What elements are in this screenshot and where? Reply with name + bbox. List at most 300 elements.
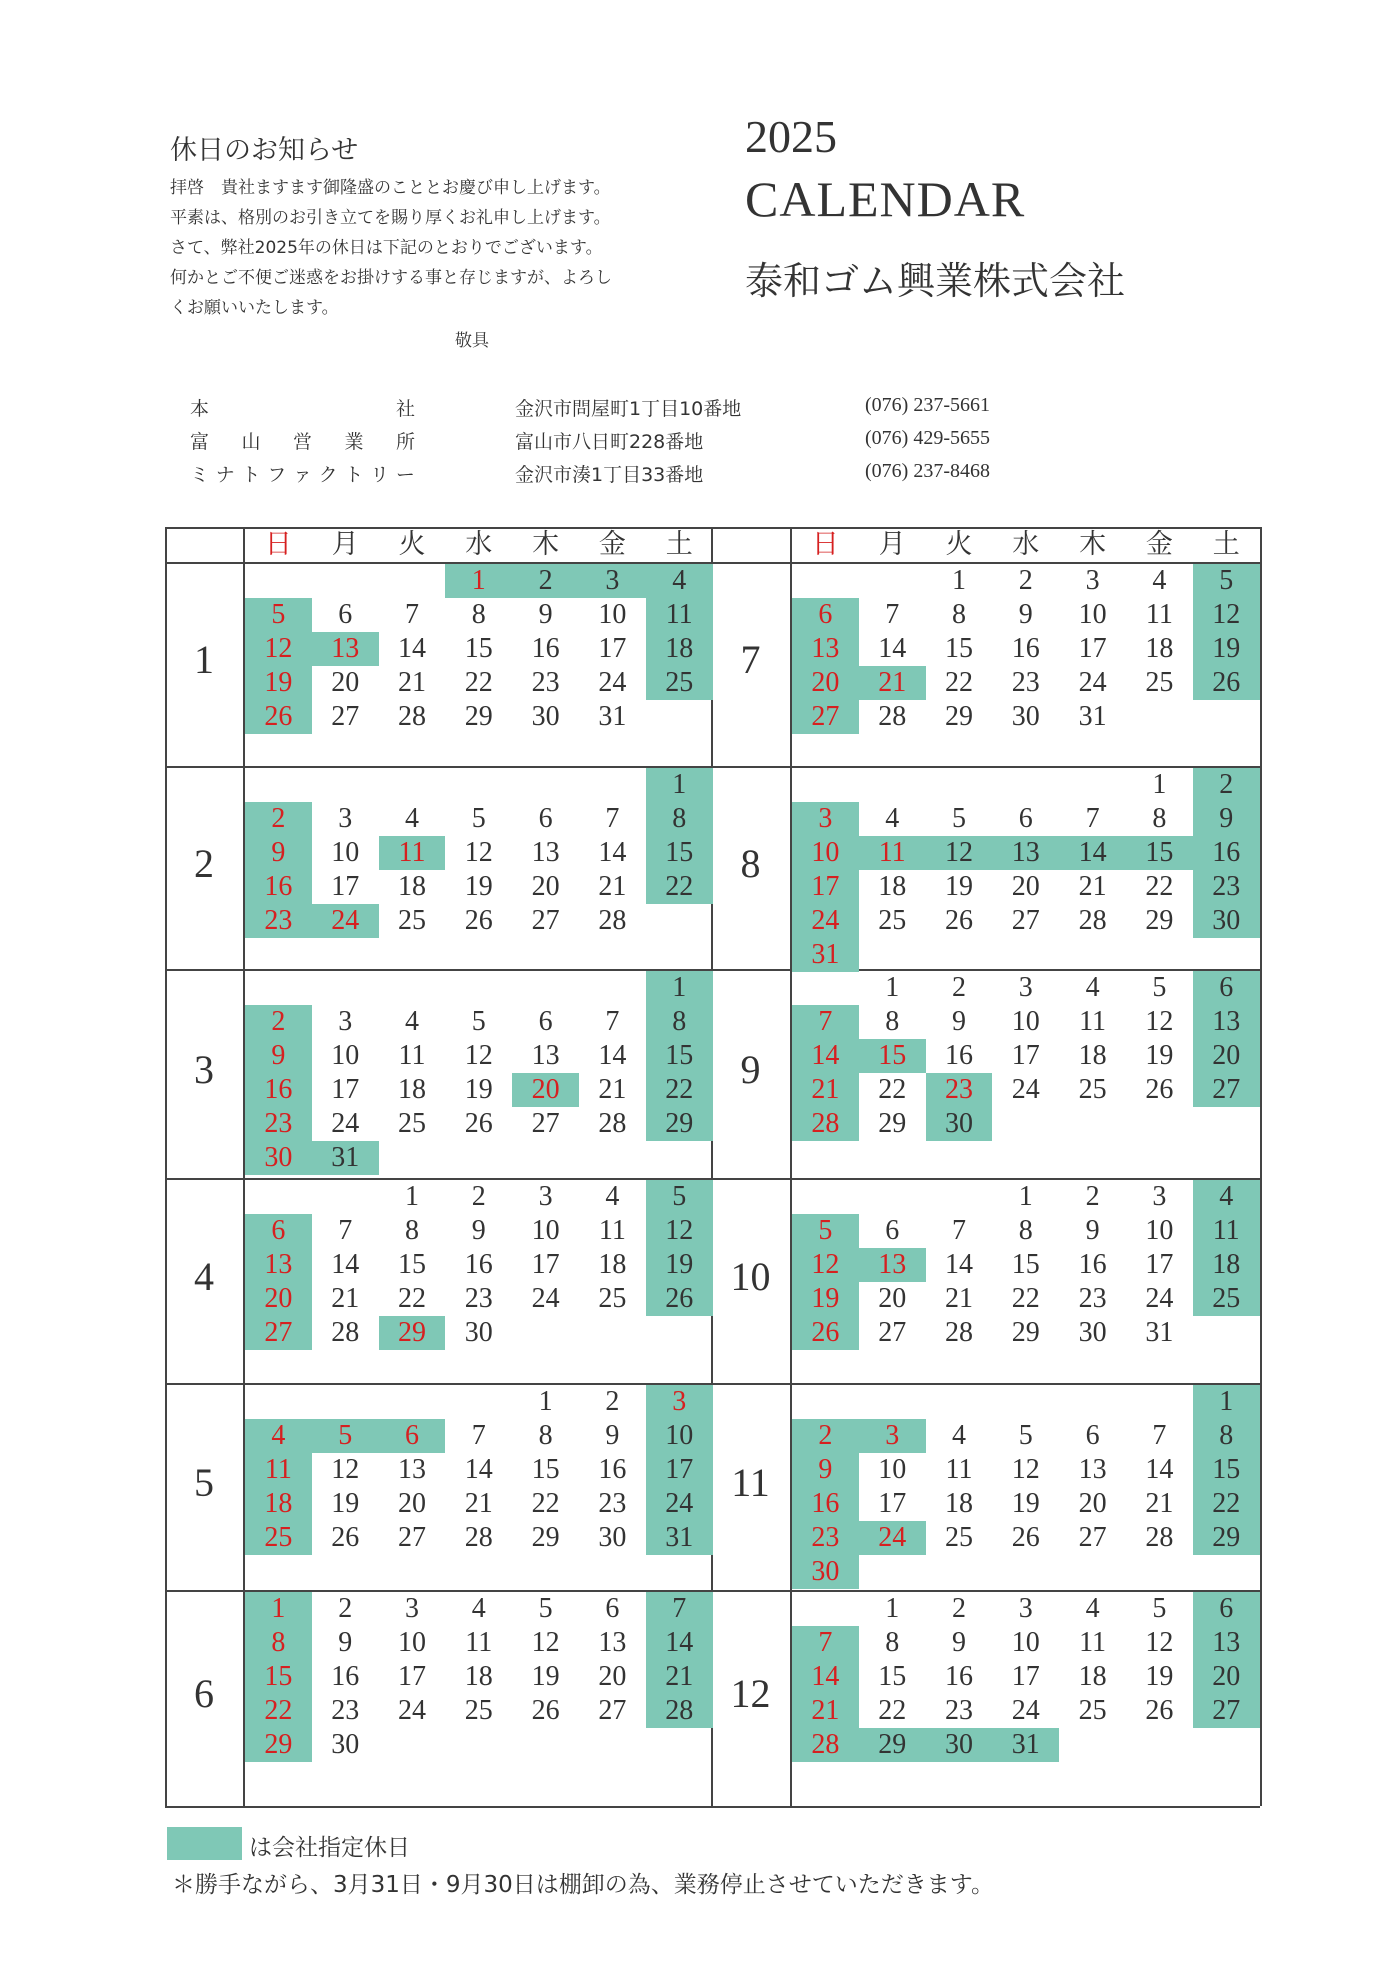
calendar-day: 6 xyxy=(1018,803,1033,834)
calendar-day: 28 xyxy=(646,1694,713,1728)
calendar-day: 4 xyxy=(605,1181,620,1212)
calendar-day: 28 xyxy=(598,1108,627,1139)
calendar-day: 2 xyxy=(471,1181,486,1212)
calendar-day: 10 xyxy=(878,1454,907,1485)
calendar-day: 22 xyxy=(878,1695,907,1726)
calendar-day: 27 xyxy=(878,1317,907,1348)
calendar-day: 9 xyxy=(1193,802,1260,836)
calendar-day: 30 xyxy=(926,1107,993,1141)
calendar-day: 27 xyxy=(792,700,859,734)
calendar-day: 14 xyxy=(944,1249,973,1280)
calendar-day: 10 xyxy=(1145,1215,1174,1246)
calendar-day: 17 xyxy=(598,633,627,664)
calendar-day: 11 xyxy=(465,1627,493,1658)
calendar-day: 25 xyxy=(397,905,426,936)
calendar-day: 1 xyxy=(646,971,713,1005)
weekday-header: 月 xyxy=(331,529,359,560)
calendar-day: 25 xyxy=(944,1522,973,1553)
calendar-day: 10 xyxy=(331,1040,360,1071)
calendar-day: 17 xyxy=(531,1249,560,1280)
calendar-day: 13 xyxy=(1193,1005,1260,1039)
calendar-day: 8 xyxy=(646,1005,713,1039)
calendar-day: 31 xyxy=(646,1521,713,1555)
month-number: 10 xyxy=(730,1253,771,1299)
weekday-header: 日 xyxy=(811,529,839,560)
calendar-day: 14 xyxy=(464,1454,493,1485)
calendar-day: 25 xyxy=(646,666,713,700)
calendar-day: 3 xyxy=(1018,972,1033,1003)
calendar-day: 26 xyxy=(245,700,312,734)
calendar-day: 6 xyxy=(792,598,859,632)
calendar-day: 24 xyxy=(531,1283,560,1314)
calendar-day: 16 xyxy=(944,1040,973,1071)
calendar-day: 11 xyxy=(945,1454,973,1485)
calendar-day: 26 xyxy=(646,1282,713,1316)
calendar-day: 20 xyxy=(792,666,859,700)
calendar-day: 16 xyxy=(792,1487,859,1521)
calendar-day: 15 xyxy=(1126,836,1193,870)
calendar-day: 8 xyxy=(1018,1215,1033,1246)
calendar-day: 21 xyxy=(464,1488,493,1519)
calendar-day: 10 xyxy=(646,1419,713,1453)
calendar-day: 25 xyxy=(1078,1695,1107,1726)
calendar-day: 21 xyxy=(646,1660,713,1694)
office-name: 本 社 xyxy=(190,398,415,420)
calendar-day: 15 xyxy=(646,836,713,870)
calendar-day: 24 xyxy=(1145,1283,1174,1314)
calendar-day: 9 xyxy=(338,1627,353,1658)
calendar-day: 5 xyxy=(471,803,486,834)
calendar-day: 25 xyxy=(1193,1282,1260,1316)
calendar-day: 13 xyxy=(1078,1454,1107,1485)
calendar-day: 24 xyxy=(646,1487,713,1521)
calendar-day: 26 xyxy=(1193,666,1260,700)
calendar-day: 23 xyxy=(1078,1283,1107,1314)
calendar-day: 28 xyxy=(792,1728,859,1762)
calendar-day: 28 xyxy=(944,1317,973,1348)
weekday-header: 金 xyxy=(598,529,626,560)
calendar-day: 3 xyxy=(579,564,646,598)
calendar-day: 3 xyxy=(404,1593,419,1624)
calendar-day: 13 xyxy=(1193,1626,1260,1660)
calendar-day: 12 xyxy=(464,837,493,868)
calendar-day: 28 xyxy=(331,1317,360,1348)
calendar-day: 9 xyxy=(951,1006,966,1037)
calendar-day: 22 xyxy=(245,1694,312,1728)
calendar-day: 27 xyxy=(1078,1522,1107,1553)
notice-line: さて、弊社2025年の休日は下記のとおりでございます。 xyxy=(170,238,603,258)
month-number: 11 xyxy=(731,1459,770,1505)
calendar-day: 12 xyxy=(1145,1006,1174,1037)
calendar-day: 8 xyxy=(538,1420,553,1451)
calendar-day: 12 xyxy=(464,1040,493,1071)
calendar-day: 5 xyxy=(792,1214,859,1248)
calendar-day: 29 xyxy=(379,1316,446,1350)
calendar-day: 14 xyxy=(397,633,426,664)
calendar-day: 17 xyxy=(397,1661,426,1692)
calendar-day: 14 xyxy=(792,1660,859,1694)
calendar-day: 17 xyxy=(878,1488,907,1519)
calendar-day: 22 xyxy=(464,667,493,698)
calendar-day: 29 xyxy=(878,1108,907,1139)
calendar-day: 10 xyxy=(331,837,360,868)
calendar-day: 10 xyxy=(1078,599,1107,630)
calendar-day: 15 xyxy=(531,1454,560,1485)
calendar-day: 24 xyxy=(1011,1074,1040,1105)
calendar-day: 2 xyxy=(1018,565,1033,596)
calendar-day: 17 xyxy=(646,1453,713,1487)
calendar-day: 18 xyxy=(944,1488,973,1519)
calendar-day: 6 xyxy=(379,1419,446,1453)
calendar-day: 7 xyxy=(792,1626,859,1660)
calendar-day: 15 xyxy=(397,1249,426,1280)
calendar-day: 9 xyxy=(538,599,553,630)
calendar-day: 18 xyxy=(1193,1248,1260,1282)
calendar-day: 11 xyxy=(598,1215,626,1246)
calendar-day: 6 xyxy=(1193,1592,1260,1626)
calendar-day: 20 xyxy=(245,1282,312,1316)
calendar-day: 13 xyxy=(992,836,1059,870)
calendar-day: 7 xyxy=(605,803,620,834)
calendar-day: 8 xyxy=(1152,803,1167,834)
calendar-day: 4 xyxy=(646,564,713,598)
calendar-day: 6 xyxy=(1085,1420,1100,1451)
calendar-day: 7 xyxy=(885,599,900,630)
calendar-day: 9 xyxy=(1018,599,1033,630)
calendar-day: 24 xyxy=(792,904,859,938)
calendar-day: 19 xyxy=(464,871,493,902)
calendar-day: 12 xyxy=(245,632,312,666)
calendar-day: 28 xyxy=(397,701,426,732)
calendar-day: 7 xyxy=(338,1215,353,1246)
calendar-day: 17 xyxy=(792,870,859,904)
office-address: 富山市八日町228番地 xyxy=(515,431,704,453)
calendar-day: 30 xyxy=(1193,904,1260,938)
calendar-day: 1 xyxy=(404,1181,419,1212)
calendar-day: 23 xyxy=(944,1695,973,1726)
legend-swatch xyxy=(167,1827,242,1860)
weekday-header: 木 xyxy=(532,529,560,560)
calendar-day: 11 xyxy=(379,836,446,870)
calendar-day: 23 xyxy=(331,1695,360,1726)
calendar-day: 19 xyxy=(792,1282,859,1316)
calendar-day: 27 xyxy=(397,1522,426,1553)
calendar-day: 21 xyxy=(792,1694,859,1728)
calendar-day: 27 xyxy=(1193,1073,1260,1107)
weekday-header: 金 xyxy=(1145,529,1173,560)
calendar-day: 9 xyxy=(245,836,312,870)
calendar-day: 17 xyxy=(1011,1040,1040,1071)
calendar-day: 13 xyxy=(531,1040,560,1071)
calendar-day: 7 xyxy=(1152,1420,1167,1451)
calendar-day: 7 xyxy=(646,1592,713,1626)
calendar-day: 31 xyxy=(312,1141,379,1175)
calendar-title: CALENDAR xyxy=(745,171,1026,227)
calendar-day: 24 xyxy=(397,1695,426,1726)
calendar-day: 20 xyxy=(1011,871,1040,902)
calendar-day: 13 xyxy=(598,1627,627,1658)
calendar-day: 31 xyxy=(598,701,627,732)
calendar-day: 25 xyxy=(598,1283,627,1314)
calendar-day: 28 xyxy=(1078,905,1107,936)
calendar-day: 3 xyxy=(338,803,353,834)
calendar-day: 15 xyxy=(245,1660,312,1694)
weekday-header: 日 xyxy=(264,529,292,560)
calendar-day: 28 xyxy=(464,1522,493,1553)
office-phone: (076) 429-5655 xyxy=(865,427,990,449)
calendar-day: 25 xyxy=(878,905,907,936)
month-number: 9 xyxy=(740,1046,761,1092)
calendar-day: 27 xyxy=(598,1695,627,1726)
weekday-header: 水 xyxy=(465,529,493,560)
calendar-day: 12 xyxy=(1011,1454,1040,1485)
calendar-day: 17 xyxy=(331,1074,360,1105)
calendar-day: 22 xyxy=(944,667,973,698)
calendar-day: 3 xyxy=(859,1419,926,1453)
month-number: 3 xyxy=(194,1046,214,1092)
calendar-day: 18 xyxy=(598,1249,627,1280)
calendar-day: 12 xyxy=(646,1214,713,1248)
calendar-day: 27 xyxy=(245,1316,312,1350)
calendar-day: 5 xyxy=(471,1006,486,1037)
calendar-day: 6 xyxy=(338,599,353,630)
calendar-day: 15 xyxy=(1193,1453,1260,1487)
calendar-day: 10 xyxy=(1011,1627,1040,1658)
calendar-day: 26 xyxy=(944,905,973,936)
calendar-day: 11 xyxy=(646,598,713,632)
calendar-day: 24 xyxy=(312,904,379,938)
calendar-day: 22 xyxy=(646,870,713,904)
calendar-day: 30 xyxy=(792,1555,859,1589)
calendar-day: 9 xyxy=(471,1215,486,1246)
calendar-day: 25 xyxy=(1078,1074,1107,1105)
calendar-day: 25 xyxy=(464,1695,493,1726)
calendar-day: 5 xyxy=(312,1419,379,1453)
calendar-day: 3 xyxy=(1152,1181,1167,1212)
calendar-day: 23 xyxy=(464,1283,493,1314)
calendar-day: 4 xyxy=(245,1419,312,1453)
calendar-day: 13 xyxy=(312,632,379,666)
calendar-day: 5 xyxy=(1193,564,1260,598)
calendar-day: 2 xyxy=(338,1593,353,1624)
calendar-day: 16 xyxy=(1011,633,1040,664)
calendar-day: 17 xyxy=(1011,1661,1040,1692)
calendar-day: 12 xyxy=(1193,598,1260,632)
calendar-day: 5 xyxy=(1018,1420,1033,1451)
legend-text: は会社指定休日 xyxy=(249,1835,410,1861)
calendar-day: 19 xyxy=(531,1661,560,1692)
calendar-day: 1 xyxy=(538,1386,553,1417)
calendar-day: 23 xyxy=(926,1073,993,1107)
calendar-day: 18 xyxy=(1078,1661,1107,1692)
calendar-day: 4 xyxy=(404,1006,419,1037)
calendar-day: 2 xyxy=(792,1419,859,1453)
calendar-day: 8 xyxy=(646,802,713,836)
calendar-day: 29 xyxy=(531,1522,560,1553)
calendar-day: 22 xyxy=(878,1074,907,1105)
calendar-day: 30 xyxy=(464,1317,493,1348)
grid-line xyxy=(165,1806,1260,1808)
calendar-day: 30 xyxy=(1011,701,1040,732)
calendar-day: 30 xyxy=(926,1728,993,1762)
calendar-day: 28 xyxy=(792,1107,859,1141)
calendar-day: 7 xyxy=(471,1420,486,1451)
notice-line: 拝啓 貴社ますます御隆盛のこととお慶び申し上げます。 xyxy=(170,178,611,198)
calendar-day: 21 xyxy=(792,1073,859,1107)
weekday-header: 月 xyxy=(878,529,906,560)
calendar-day: 7 xyxy=(951,1215,966,1246)
calendar-day: 1 xyxy=(445,564,512,598)
calendar-day: 10 xyxy=(397,1627,426,1658)
calendar-day: 2 xyxy=(245,802,312,836)
calendar-year: 2025 xyxy=(745,111,837,162)
calendar-day: 25 xyxy=(397,1108,426,1139)
calendar-day: 4 xyxy=(1193,1180,1260,1214)
office-phone: (076) 237-8468 xyxy=(865,460,990,482)
calendar-day: 15 xyxy=(464,633,493,664)
calendar-day: 19 xyxy=(1145,1661,1174,1692)
calendar-day: 23 xyxy=(598,1488,627,1519)
calendar-day: 18 xyxy=(878,871,907,902)
calendar-day: 29 xyxy=(1193,1521,1260,1555)
calendar-day: 22 xyxy=(1145,871,1174,902)
calendar-day: 14 xyxy=(792,1039,859,1073)
calendar-day: 20 xyxy=(1193,1660,1260,1694)
calendar-day: 3 xyxy=(792,802,859,836)
calendar-day: 22 xyxy=(646,1073,713,1107)
weekday-header: 火 xyxy=(945,529,973,560)
calendar-day: 30 xyxy=(245,1141,312,1175)
calendar-day: 3 xyxy=(538,1181,553,1212)
calendar-day: 29 xyxy=(464,701,493,732)
calendar-day: 7 xyxy=(605,1006,620,1037)
calendar-day: 26 xyxy=(331,1522,360,1553)
calendar-day: 5 xyxy=(245,598,312,632)
calendar-day: 15 xyxy=(944,633,973,664)
calendar-day: 31 xyxy=(1078,701,1107,732)
calendar-day: 26 xyxy=(464,1108,493,1139)
calendar-day: 1 xyxy=(951,565,966,596)
calendar-day: 7 xyxy=(792,1005,859,1039)
calendar-day: 26 xyxy=(531,1695,560,1726)
footnote: ＊勝手ながら、3月31日・9月30日は棚卸の為、業務停止させていただきます。 xyxy=(172,1872,994,1898)
calendar-day: 16 xyxy=(1193,836,1260,870)
calendar-day: 15 xyxy=(646,1039,713,1073)
company-name: 泰和ゴム興業株式会社 xyxy=(745,259,1126,303)
month-number: 6 xyxy=(194,1671,214,1716)
calendar-day: 18 xyxy=(464,1661,493,1692)
calendar-day: 28 xyxy=(878,701,907,732)
calendar-day: 8 xyxy=(404,1215,419,1246)
calendar-day: 31 xyxy=(992,1728,1059,1762)
notice-title: 休日のお知らせ xyxy=(170,135,359,166)
calendar-day: 18 xyxy=(1145,633,1174,664)
calendar-day: 19 xyxy=(245,666,312,700)
calendar-day: 21 xyxy=(598,1074,627,1105)
calendar-day: 16 xyxy=(944,1661,973,1692)
calendar-day: 3 xyxy=(1018,1593,1033,1624)
calendar-day: 8 xyxy=(1193,1419,1260,1453)
notice-closing: 敬具 xyxy=(455,331,489,351)
calendar-day: 22 xyxy=(531,1488,560,1519)
calendar-day: 8 xyxy=(885,1627,900,1658)
calendar-day: 17 xyxy=(1078,633,1107,664)
calendar-day: 19 xyxy=(331,1488,360,1519)
calendar-day: 6 xyxy=(538,803,553,834)
calendar-day: 20 xyxy=(598,1661,627,1692)
calendar-day: 19 xyxy=(1011,1488,1040,1519)
calendar-day: 29 xyxy=(859,1728,926,1762)
calendar-day: 12 xyxy=(1145,1627,1174,1658)
calendar-day: 29 xyxy=(245,1728,312,1762)
calendar-day: 12 xyxy=(792,1248,859,1282)
calendar-day: 18 xyxy=(397,1074,426,1105)
calendar-day: 23 xyxy=(792,1521,859,1555)
office-name: ミ ナ ト フ ァ ク ト リ ー xyxy=(190,464,415,486)
calendar-day: 5 xyxy=(538,1593,553,1624)
calendar-day: 22 xyxy=(397,1283,426,1314)
calendar-day: 27 xyxy=(531,1108,560,1139)
weekday-header: 木 xyxy=(1079,529,1107,560)
calendar-day: 19 xyxy=(1193,632,1260,666)
calendar-day: 27 xyxy=(1011,905,1040,936)
calendar-day: 16 xyxy=(331,1661,360,1692)
calendar-day: 30 xyxy=(1078,1317,1107,1348)
calendar-day: 24 xyxy=(331,1108,360,1139)
calendar-day: 2 xyxy=(512,564,579,598)
calendar-day: 21 xyxy=(331,1283,360,1314)
calendar-day: 30 xyxy=(531,701,560,732)
calendar-day: 30 xyxy=(598,1522,627,1553)
calendar-day: 19 xyxy=(646,1248,713,1282)
calendar-day: 6 xyxy=(885,1215,900,1246)
calendar-day: 20 xyxy=(397,1488,426,1519)
calendar-day: 22 xyxy=(1193,1487,1260,1521)
calendar-day: 4 xyxy=(885,803,900,834)
month-number: 5 xyxy=(194,1459,214,1505)
calendar-day: 21 xyxy=(1145,1488,1174,1519)
notice-line: 平素は、格別のお引き立てを賜り厚くお礼申し上げます。 xyxy=(170,208,611,228)
calendar-day: 27 xyxy=(331,701,360,732)
calendar-day: 12 xyxy=(926,836,993,870)
calendar-day: 22 xyxy=(1011,1283,1040,1314)
calendar-day: 21 xyxy=(1078,871,1107,902)
calendar-day: 11 xyxy=(398,1040,426,1071)
calendar-day: 21 xyxy=(598,871,627,902)
calendar-day: 12 xyxy=(331,1454,360,1485)
month-number: 2 xyxy=(194,840,214,886)
calendar-day: 10 xyxy=(598,599,627,630)
calendar-day: 24 xyxy=(1011,1695,1040,1726)
calendar-day: 23 xyxy=(245,904,312,938)
calendar-day: 11 xyxy=(1145,599,1173,630)
calendar-day: 24 xyxy=(1078,667,1107,698)
calendar-day: 5 xyxy=(646,1180,713,1214)
calendar-day: 19 xyxy=(464,1074,493,1105)
calendar-day: 15 xyxy=(878,1661,907,1692)
office-address: 金沢市湊1丁目33番地 xyxy=(515,464,704,486)
calendar-day: 1 xyxy=(885,972,900,1003)
calendar-day: 11 xyxy=(1193,1214,1260,1248)
calendar-day: 13 xyxy=(792,632,859,666)
calendar-day: 16 xyxy=(245,1073,312,1107)
calendar-day: 14 xyxy=(1145,1454,1174,1485)
calendar-day: 16 xyxy=(245,870,312,904)
calendar-day: 11 xyxy=(859,836,926,870)
calendar-day: 2 xyxy=(951,1593,966,1624)
calendar-day: 5 xyxy=(1152,972,1167,1003)
calendar-day: 26 xyxy=(1145,1695,1174,1726)
